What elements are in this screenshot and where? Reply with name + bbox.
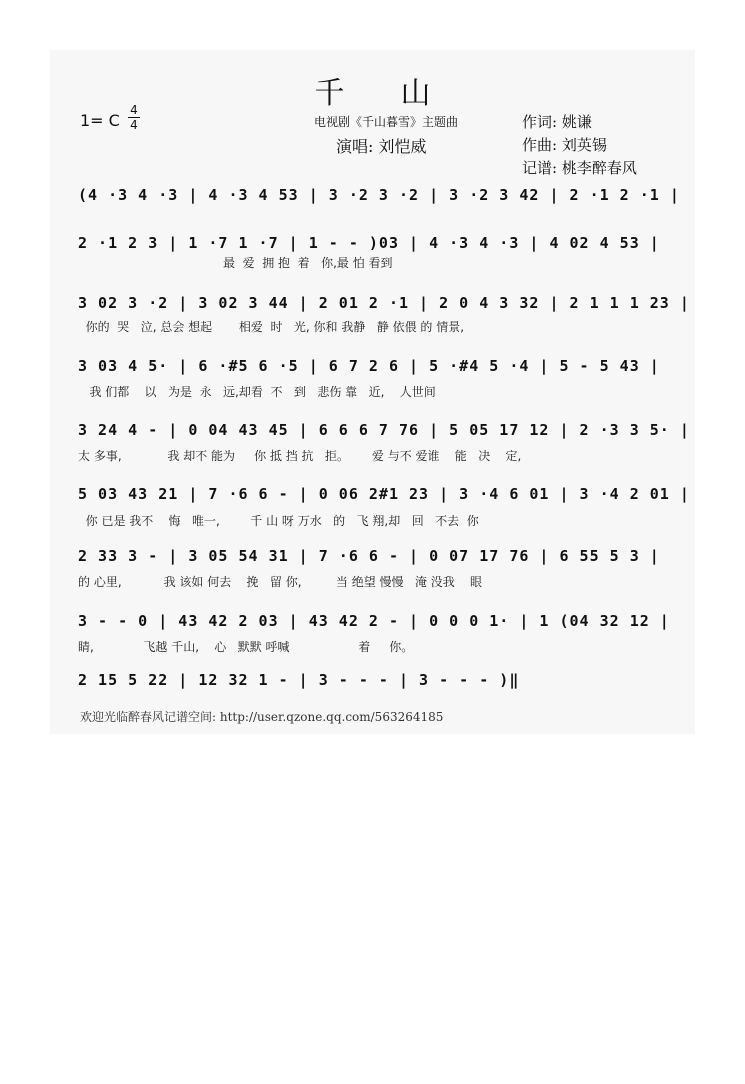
notation-line-8: 3 - - 0 | 43 42 2 03 | 43 42 2 - | 0 0 0 1· | 1 (04 32 12 | bbox=[78, 612, 670, 630]
notation-line-2: 2 ·1 2 3 | 1 ·7 1 ·7 | 1 - - )03 | 4 ·3 4 ·3 | 4 02 4 53 | bbox=[78, 234, 660, 252]
lyrics-line-3: 你的 哭 泣, 总会 想起 相爱 时 光, 你和 我静 静 依偎 的 情景, bbox=[78, 320, 465, 334]
time-signature-bottom: 4 bbox=[130, 118, 138, 132]
time-signature-top: 4 bbox=[130, 103, 138, 117]
time-signature bbox=[128, 104, 140, 131]
notation-line-4: 3 03 4 5· | 6 ·#5 6 ·5 | 6 7 2 6 | 5 ·#4 5 ·4 | 5 - 5 43 | bbox=[78, 357, 660, 375]
notation-line-1: (4 ·3 4 ·3 | 4 ·3 4 53 | 3 ·2 3 ·2 | 3 ·2 3 42 | 2 ·1 2 ·1 | bbox=[78, 186, 680, 204]
song-title: 千山 bbox=[314, 76, 487, 111]
lyrics-line-6: 你 已是 我不 悔 唯一, 千 山 呀 万水 的 飞 翔,却 回 不去 你 bbox=[78, 514, 479, 528]
lyrics-line-4: 我 们都 以 为是 永 远,却看 不 到 悲伤 靠 近, 人世间 bbox=[78, 385, 436, 399]
subtitle: 电视剧《千山暮雪》主题曲 bbox=[314, 115, 459, 129]
lyrics-line-8: 睛, 飞越 千山, 心 默默 呼喊 着 你。 bbox=[78, 640, 414, 654]
composer-credit: 作曲: 刘英锡 bbox=[522, 136, 607, 154]
singer-credit: 演唱: 刘恺威 bbox=[336, 137, 427, 156]
notation-line-6: 5 03 43 21 | 7 ·6 6 - | 0 06 2#1 23 | 3 ·4 6 01 | 3 ·4 2 01 | bbox=[78, 485, 690, 503]
footer-text: 欢迎光临醉春风记谱空间: http://user.qzone.qq.com/563264185 bbox=[80, 710, 444, 724]
notation-line-3: 3 02 3 ·2 | 3 02 3 44 | 2 01 2 ·1 | 2 0 4 3 32 | 2 1 1 1 23 | bbox=[78, 294, 690, 312]
notation-line-7: 2 33 3 - | 3 05 54 31 | 7 ·6 6 - | 0 07 17 76 | 6 55 5 3 | bbox=[78, 547, 660, 565]
notation-line-5: 3 24 4 - | 0 04 43 45 | 6 6 6 7 76 | 5 05 17 12 | 2 ·3 3 5· | bbox=[78, 421, 690, 439]
lyrics-line-2: 最 爱 拥 抱 着 你,最 怕 看到 bbox=[78, 256, 393, 270]
transcriber-credit: 记谱: 桃李醉春风 bbox=[522, 159, 637, 177]
key-signature: 1= C bbox=[80, 111, 120, 130]
notation-line-9: 2 15 5 22 | 12 32 1 - | 3 - - - | 3 - - - )‖ bbox=[78, 671, 520, 689]
lyrics-line-5: 太 多事, 我 却不 能为 你 抵 挡 抗 拒。 爱 与不 爱谁 能 决 定, bbox=[78, 449, 522, 463]
lyrics-line-7: 的 心里, 我 该如 何去 挽 留 你, 当 绝望 慢慢 淹 没我 眼 bbox=[78, 575, 483, 589]
lyricist-credit: 作词: 姚谦 bbox=[522, 113, 592, 131]
